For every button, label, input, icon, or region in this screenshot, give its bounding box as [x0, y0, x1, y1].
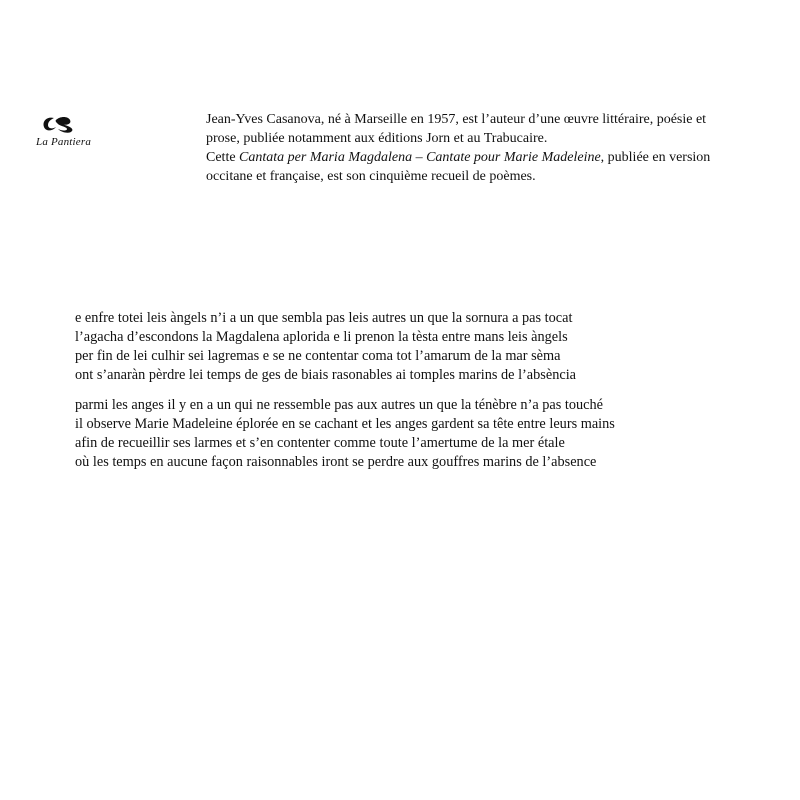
poem-occitan [75, 309, 735, 385]
poem-line: afin de recueillir ses larmes et s’en contenter comme toute l’amertume de la mer étale [75, 435, 565, 451]
poem-french [75, 396, 735, 472]
poem-line: où les temps en aucune façon raisonnables iront se perdre aux gouffres marins de l’absence [75, 454, 597, 470]
poem-line: e enfre totei leis àngels n’i a un que sembla pas leis autres un que la sornura a pas tocat [75, 310, 573, 326]
publisher-monogram-icon [40, 114, 80, 134]
intro-line [206, 148, 766, 167]
poem-line: l’agacha d’escondons la Magdalena aplorida e li prenon la tèsta entre mans leis àngels [75, 329, 568, 345]
poem-line: il observe Marie Madeleine éplorée en se cachant et les anges gardent sa tête entre leurs mains [75, 416, 615, 432]
poem-line: ont s’anaràn pèrdre lei temps de ges de biais rasonables ai tomples marins de l’absència [75, 367, 577, 383]
intro-text: , publiée en version [600, 150, 711, 165]
poem-line: per fin de lei culhir sei lagremas e se ne contentar coma tot l’amarum de la mar sèma [75, 348, 561, 364]
intro-line: prose, publiée notamment aux éditions Jorn et au Trabucaire. [206, 131, 548, 146]
poem-line: parmi les anges il y en a un qui ne ressemble pas aux autres un que la ténèbre n’a pas touché [75, 397, 604, 413]
book-title: Cantata per Maria Magdalena – Cantate pour Marie Madeleine [239, 150, 601, 165]
publisher-logo [30, 114, 140, 148]
author-intro [206, 110, 766, 186]
publisher-name: La Pantiera [36, 136, 92, 148]
intro-text: Cette [206, 150, 240, 165]
intro-line: occitane et française, est son cinquième recueil de poèmes. [206, 169, 536, 184]
intro-line: Jean-Yves Casanova, né à Marseille en 1957, est l’auteur d’une œuvre littéraire, poésie et [206, 112, 707, 127]
